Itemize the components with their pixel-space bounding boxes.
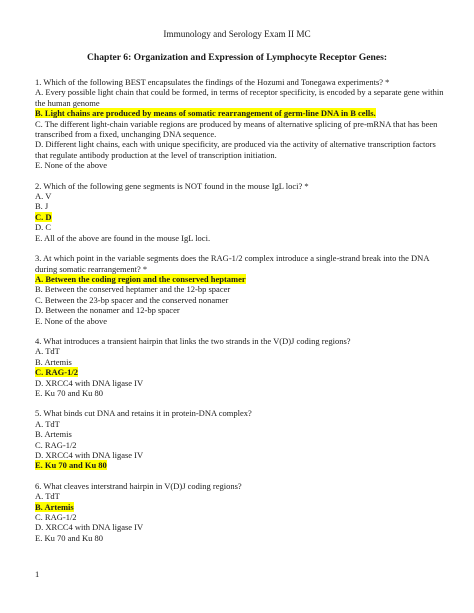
answer-option <box>35 191 445 201</box>
answer-text: A. V <box>35 191 52 202</box>
answer-text: B. J <box>35 201 49 212</box>
answer-option <box>35 429 445 439</box>
answer-highlight: E. Ku 70 and Ku 80 <box>35 460 107 471</box>
answer-highlight: A. Between the coding region and the conserved heptamer <box>35 273 246 284</box>
answer-option <box>35 357 445 367</box>
page-number: 1 <box>35 569 40 579</box>
answer-option <box>35 388 445 398</box>
answer-option <box>35 284 445 294</box>
answer-option <box>35 295 445 305</box>
question-list <box>35 77 445 553</box>
answer-option <box>35 419 445 429</box>
question-6 <box>35 481 445 543</box>
answer-text: C. Between the 23-bp spacer and the conserved nonamer <box>35 294 229 305</box>
question-stem: 2. Which of the following gene segments is NOT found in the mouse IgL loci? * <box>35 180 309 191</box>
answer-option <box>35 316 445 326</box>
answer-text: E. All of the above are found in the mouse IgL loci. <box>35 232 211 243</box>
answer-option <box>35 222 445 232</box>
question-4 <box>35 336 445 398</box>
answer-text: D. C <box>35 222 52 233</box>
answer-text: D. Between the nonamer and 12-bp spacer <box>35 305 180 316</box>
correct-answer-option <box>35 460 445 470</box>
question-stem: 5. What binds cut DNA and retains it in protein-DNA complex? <box>35 408 252 419</box>
answer-text: D. Different light chains, each with unique specificity, are produced via the activity of alternative transcription factors that regulate antibody production at the level of transcription initiation. <box>35 139 436 160</box>
answer-text: A. TdT <box>35 346 60 357</box>
answer-text: C. RAG-1/2 <box>35 512 77 523</box>
answer-option <box>35 139 445 160</box>
answer-text: A. Every possible light chain that could be formed, in terms of receptor specificity, is encoded by a separate gene within the human genome <box>35 87 444 108</box>
answer-option <box>35 533 445 543</box>
answer-highlight: B. Light chains are produced by means of somatic rearrangement of germ-line DNA in B cells. <box>35 108 376 119</box>
correct-answer-option <box>35 367 445 377</box>
answer-text: D. XRCC4 with DNA ligase IV <box>35 450 144 460</box>
question-stem: 3. At which point in the variable segments does the RAG-1/2 complex introduce a single-strand break into the DNA during somatic rearrangement? * <box>35 253 429 274</box>
answer-option <box>35 512 445 522</box>
chapter-title: Chapter 6: Organization and Expression of Lymphocyte Receptor Genes: <box>86 52 388 63</box>
answer-option <box>35 305 445 315</box>
correct-answer-option <box>35 212 445 222</box>
answer-text: C. RAG-1/2 <box>35 439 77 450</box>
question-1 <box>35 77 445 171</box>
correct-answer-option <box>35 274 445 284</box>
answer-option <box>35 450 445 460</box>
answer-text: E. Ku 70 and Ku 80 <box>35 387 103 398</box>
question-5 <box>35 408 445 470</box>
answer-option <box>35 87 445 108</box>
answer-text: C. The different light-chain variable regions are produced by means of alternative splicing of pre-mRNA that has been transcribed from a fixed, unchanging DNA sequence. <box>35 118 438 140</box>
answer-text: D. XRCC4 with DNA ligase IV <box>35 522 144 533</box>
course-title: Immunology and Serology Exam II MC <box>163 29 311 39</box>
answer-text: B. Artemis <box>35 356 72 367</box>
question-3 <box>35 253 445 326</box>
correct-answer-option <box>35 108 445 118</box>
answer-text: A. TdT <box>35 491 60 502</box>
answer-option <box>35 233 445 243</box>
answer-text: A. TdT <box>35 418 60 429</box>
answer-option <box>35 378 445 388</box>
question-stem: 4. What introduces a transient hairpin that links the two strands in the V(D)J coding regions? <box>35 335 351 346</box>
answer-text: B. Artemis <box>35 429 72 440</box>
question-stem: 1. Which of the following BEST encapsulates the findings of the Hozumi and Tonegawa experiments? * <box>35 77 390 87</box>
answer-text: E. None of the above <box>35 315 107 326</box>
answer-option <box>35 160 445 170</box>
answer-highlight: C. RAG-1/2 <box>35 367 78 378</box>
answer-option <box>35 491 445 501</box>
answer-highlight: B. Artemis <box>35 501 74 512</box>
answer-option <box>35 201 445 211</box>
answer-option <box>35 522 445 532</box>
answer-text: E. None of the above <box>35 160 107 171</box>
question-2 <box>35 181 445 243</box>
answer-text: B. Between the conserved heptamer and the 12-bp spacer <box>35 284 231 295</box>
answer-highlight: C. D <box>35 211 52 222</box>
correct-answer-option <box>35 502 445 512</box>
answer-option <box>35 440 445 450</box>
answer-text: E. Ku 70 and Ku 80 <box>35 532 103 543</box>
answer-option <box>35 119 445 140</box>
question-stem: 6. What cleaves interstrand hairpin in V(D)J coding regions? <box>35 480 242 491</box>
answer-option <box>35 346 445 356</box>
answer-text: D. XRCC4 with DNA ligase IV <box>35 377 144 388</box>
